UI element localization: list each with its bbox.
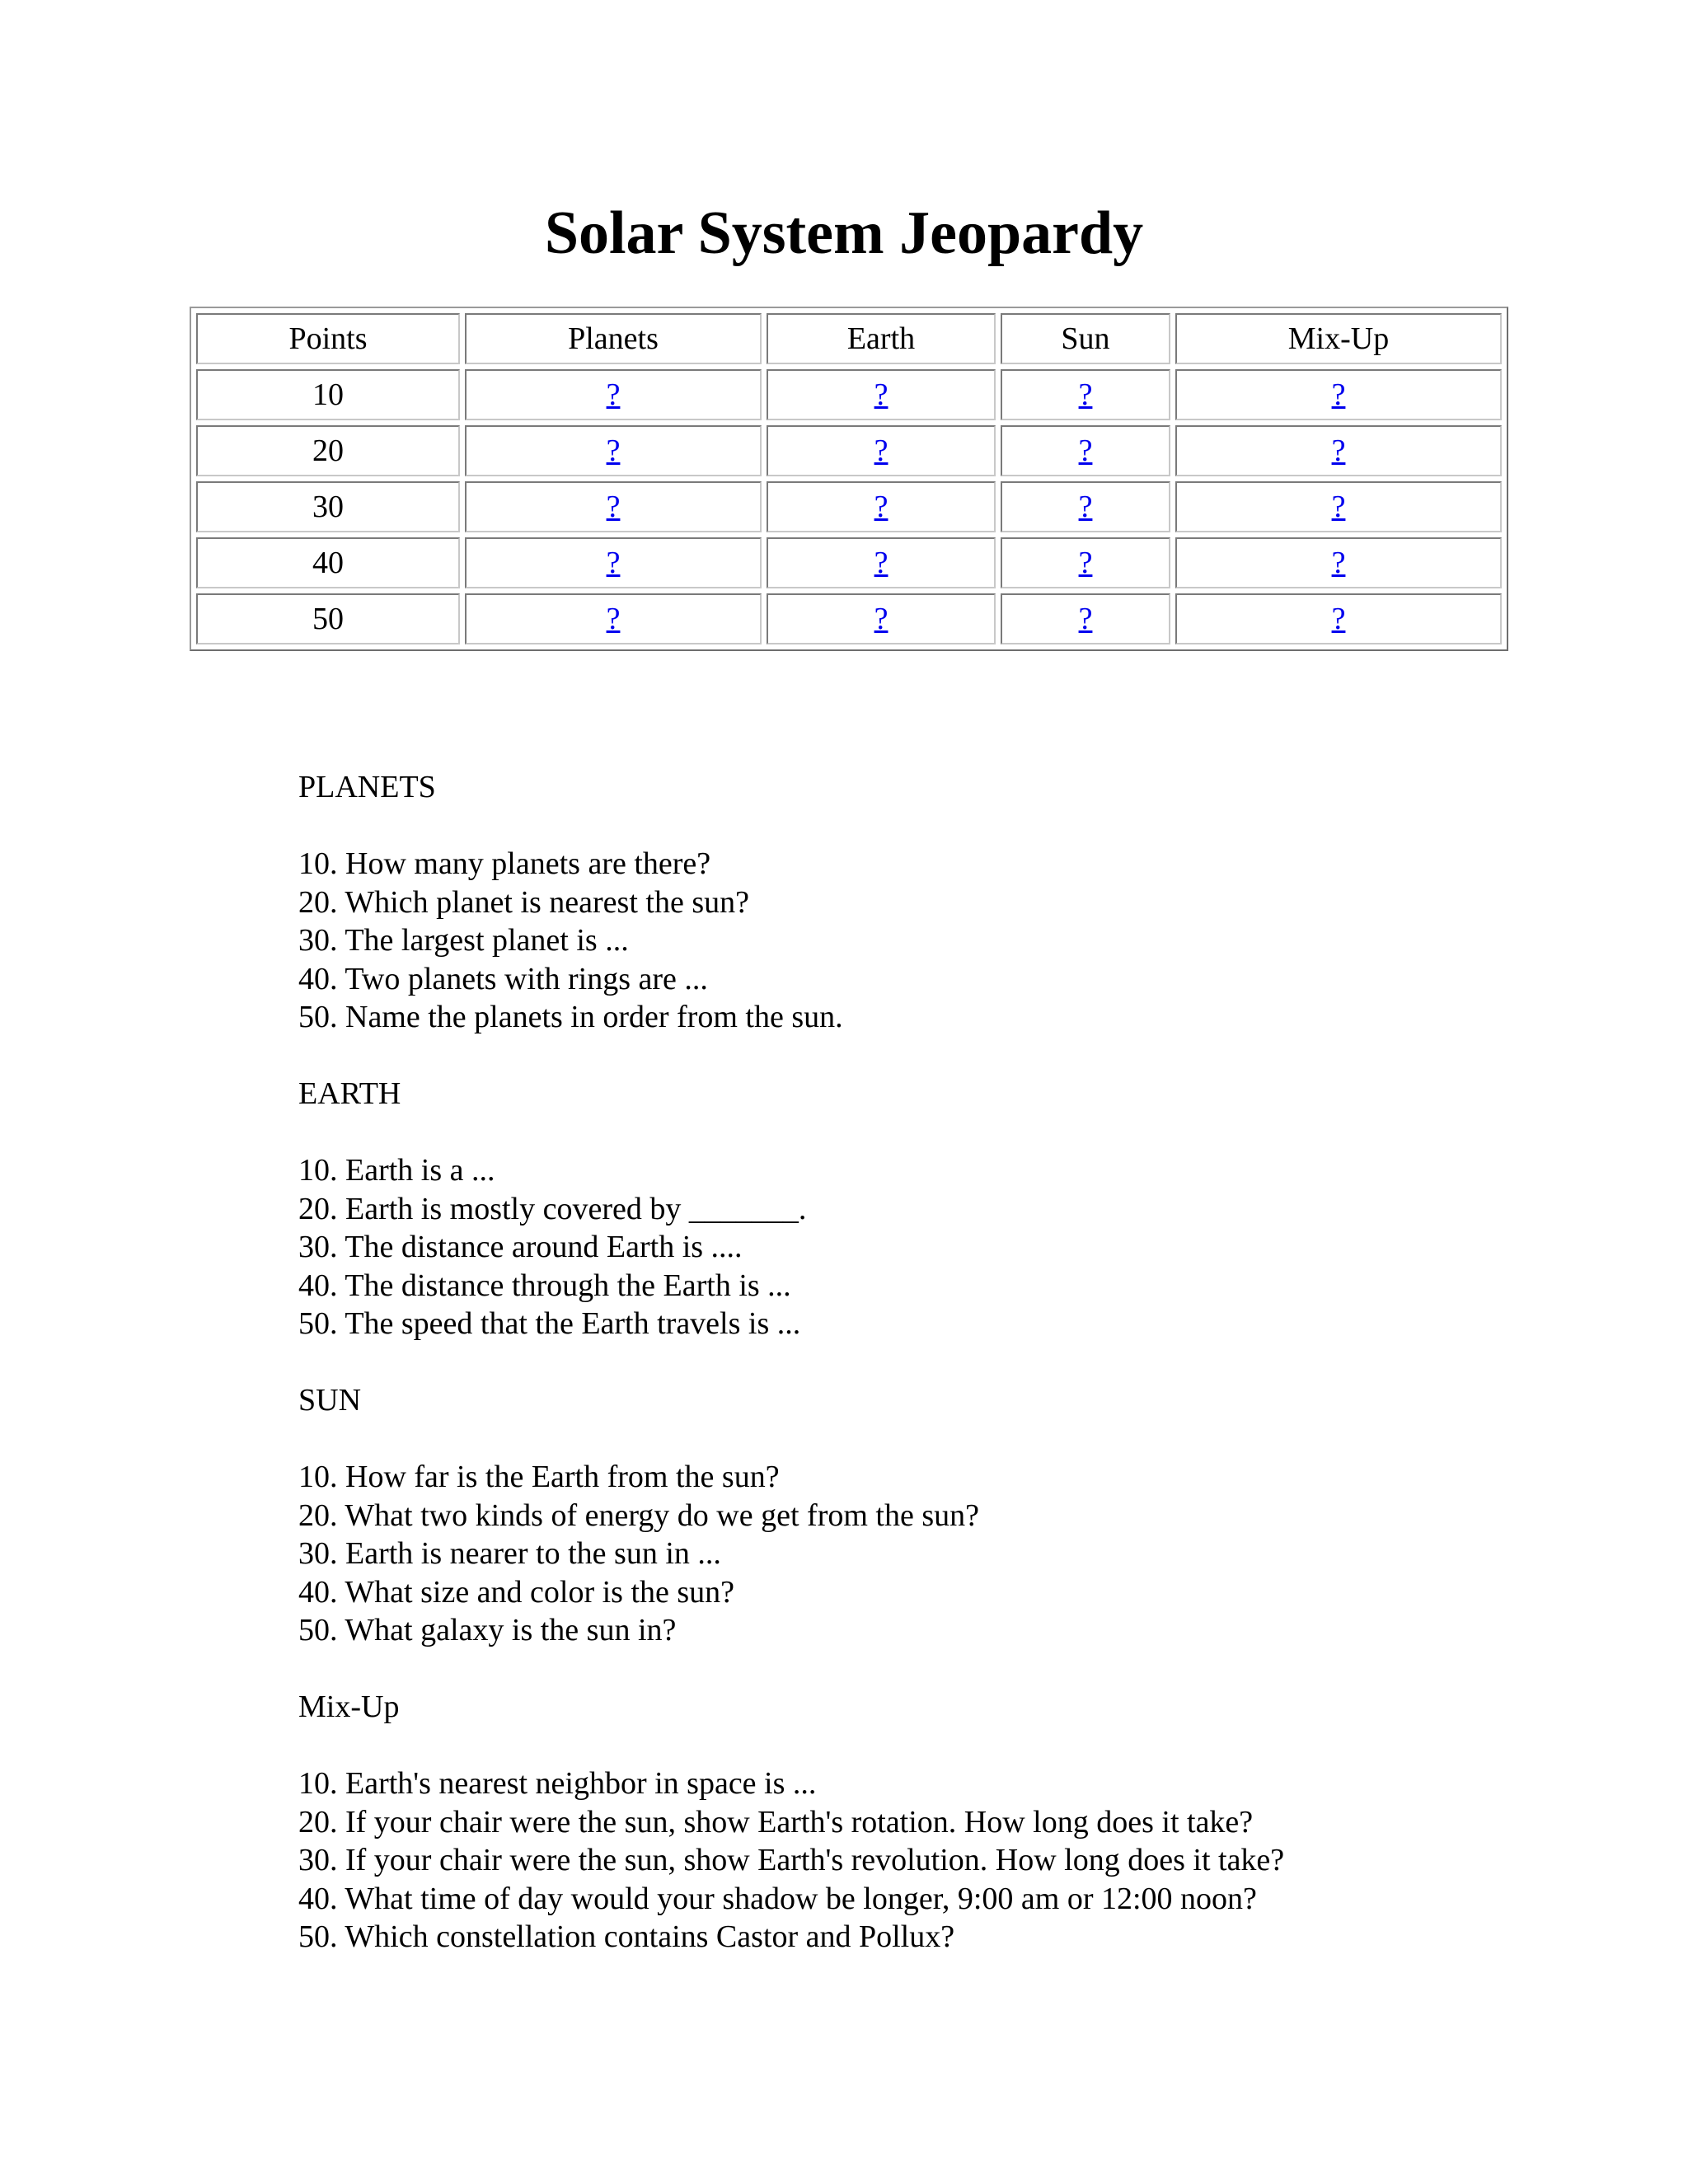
question-link-mix-up-10[interactable]: ? bbox=[1331, 377, 1346, 412]
question-item: 20. Earth is mostly covered by _______. bbox=[298, 1191, 807, 1226]
board-header-sun: Sun bbox=[1001, 313, 1170, 364]
board-row bbox=[196, 537, 1502, 588]
question-item: 20. If your chair were the sun, show Earth's rotation. How long does it take? bbox=[298, 1804, 1254, 1840]
board-cell bbox=[1001, 425, 1170, 476]
question-link-earth-30[interactable]: ? bbox=[874, 490, 889, 524]
question-item: 50. The speed that the Earth travels is ... bbox=[298, 1306, 801, 1341]
question-link-mix-up-40[interactable]: ? bbox=[1331, 546, 1346, 580]
question-sections bbox=[298, 768, 1535, 1994]
board-cell bbox=[767, 425, 996, 476]
board-cell bbox=[465, 369, 762, 420]
board-cell bbox=[1175, 369, 1502, 420]
question-link-earth-50[interactable]: ? bbox=[874, 602, 889, 636]
board-header-earth: Earth bbox=[767, 313, 996, 364]
board-row bbox=[196, 593, 1502, 644]
question-item: 40. Two planets with rings are ... bbox=[298, 961, 708, 996]
question-link-sun-50[interactable]: ? bbox=[1078, 602, 1093, 636]
question-item: 30. The largest planet is ... bbox=[298, 923, 629, 958]
jeopardy-board bbox=[190, 307, 1508, 651]
page-title: Solar System Jeopardy bbox=[544, 199, 1144, 267]
board-cell bbox=[767, 369, 996, 420]
board-cell bbox=[767, 593, 996, 644]
points-cell: 50 bbox=[196, 593, 460, 644]
question-item: 30. The distance around Earth is .... bbox=[298, 1230, 743, 1264]
question-item: 30. Earth is nearer to the sun in ... bbox=[298, 1536, 721, 1571]
question-link-planets-10[interactable]: ? bbox=[606, 377, 621, 412]
board-row bbox=[196, 369, 1502, 420]
question-link-planets-20[interactable]: ? bbox=[606, 434, 621, 468]
board-cell bbox=[465, 537, 762, 588]
board-header-mix-up: Mix-Up bbox=[1175, 313, 1502, 364]
board-cell bbox=[465, 481, 762, 532]
question-link-mix-up-50[interactable]: ? bbox=[1331, 602, 1346, 636]
question-item: 40. What size and color is the sun? bbox=[298, 1574, 735, 1610]
board-cell bbox=[1001, 537, 1170, 588]
question-list-earth bbox=[298, 1151, 1535, 1343]
question-item: 40. What time of day would your shadow be longer, 9:00 am or 12:00 noon? bbox=[298, 1881, 1257, 1916]
board-cell bbox=[1175, 425, 1502, 476]
points-cell: 10 bbox=[196, 369, 460, 420]
question-link-mix-up-30[interactable]: ? bbox=[1331, 490, 1346, 524]
board-cell bbox=[1175, 593, 1502, 644]
board-row bbox=[196, 481, 1502, 532]
question-list-mix-up bbox=[298, 1765, 1535, 1957]
board-header-planets: Planets bbox=[465, 313, 762, 364]
question-link-mix-up-20[interactable]: ? bbox=[1331, 434, 1346, 468]
question-item: 20. Which planet is nearest the sun? bbox=[298, 884, 749, 920]
question-item: 40. The distance through the Earth is ... bbox=[298, 1268, 791, 1303]
board-cell bbox=[1001, 593, 1170, 644]
question-item: 50. Name the planets in order from the sun. bbox=[298, 1000, 843, 1034]
section-title-earth: EARTH bbox=[298, 1076, 401, 1111]
points-cell: 40 bbox=[196, 537, 460, 588]
question-link-sun-10[interactable]: ? bbox=[1078, 377, 1093, 412]
section-title-planets: PLANETS bbox=[298, 770, 436, 804]
question-link-planets-50[interactable]: ? bbox=[606, 602, 621, 636]
question-list-sun bbox=[298, 1458, 1535, 1650]
points-cell: 30 bbox=[196, 481, 460, 532]
question-item: 50. What galaxy is the sun in? bbox=[298, 1613, 677, 1647]
question-link-sun-40[interactable]: ? bbox=[1078, 546, 1093, 580]
question-item: 10. Earth's nearest neighbor in space is ... bbox=[298, 1766, 817, 1801]
question-item: 10. How many planets are there? bbox=[298, 846, 711, 881]
question-link-sun-20[interactable]: ? bbox=[1078, 434, 1093, 468]
question-link-sun-30[interactable]: ? bbox=[1078, 490, 1093, 524]
question-item: 30. If your chair were the sun, show Earth's revolution. How long does it take? bbox=[298, 1843, 1285, 1877]
board-header-row bbox=[196, 313, 1502, 364]
board-cell bbox=[465, 425, 762, 476]
question-item: 50. Which constellation contains Castor and Pollux? bbox=[298, 1919, 955, 1954]
board-row bbox=[196, 425, 1502, 476]
board-header-points: Points bbox=[196, 313, 460, 364]
question-item: 20. What two kinds of energy do we get from the sun? bbox=[298, 1497, 979, 1533]
question-link-earth-20[interactable]: ? bbox=[874, 434, 889, 468]
question-list-planets bbox=[298, 845, 1535, 1037]
question-item: 10. How far is the Earth from the sun? bbox=[298, 1460, 780, 1494]
question-link-earth-40[interactable]: ? bbox=[874, 546, 889, 580]
board-cell bbox=[1175, 481, 1502, 532]
board-cell bbox=[767, 537, 996, 588]
board-cell bbox=[1175, 537, 1502, 588]
board-cell bbox=[465, 593, 762, 644]
question-link-planets-40[interactable]: ? bbox=[606, 546, 621, 580]
question-item: 10. Earth is a ... bbox=[298, 1153, 495, 1188]
board-cell bbox=[1001, 481, 1170, 532]
question-link-earth-10[interactable]: ? bbox=[874, 377, 889, 412]
question-link-planets-30[interactable]: ? bbox=[606, 490, 621, 524]
board-cell bbox=[767, 481, 996, 532]
points-cell: 20 bbox=[196, 425, 460, 476]
section-title-mix-up: Mix-Up bbox=[298, 1690, 400, 1724]
section-title-sun: SUN bbox=[298, 1383, 362, 1418]
board-cell bbox=[1001, 369, 1170, 420]
